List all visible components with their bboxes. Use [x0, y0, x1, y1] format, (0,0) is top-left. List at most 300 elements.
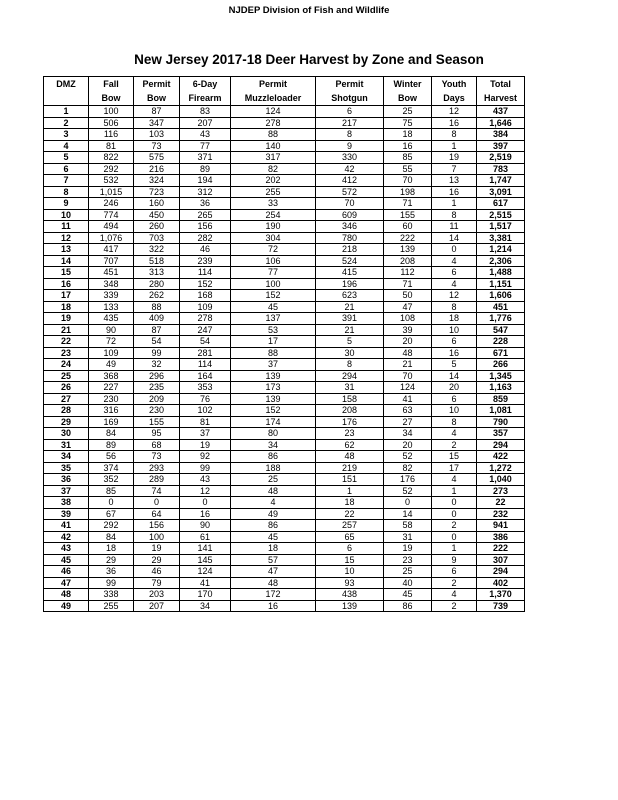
table-cell: 347	[134, 117, 180, 129]
table-cell: 0	[432, 508, 477, 520]
table-cell: 282	[180, 232, 231, 244]
table-cell: 84	[89, 428, 134, 440]
table-cell: 4	[432, 474, 477, 486]
dmz-cell: 12	[44, 232, 89, 244]
total-cell: 222	[477, 543, 525, 555]
table-cell: 450	[134, 209, 180, 221]
dmz-cell: 22	[44, 336, 89, 348]
table-cell: 368	[89, 370, 134, 382]
table-cell: 21	[316, 324, 384, 336]
total-cell: 273	[477, 485, 525, 497]
dmz-cell: 6	[44, 163, 89, 175]
table-cell: 100	[231, 278, 316, 290]
dmz-cell: 24	[44, 359, 89, 371]
table-cell: 506	[89, 117, 134, 129]
table-row	[44, 347, 525, 359]
table-cell: 116	[89, 129, 134, 141]
table-row	[44, 232, 525, 244]
table-cell: 14	[432, 232, 477, 244]
table-row	[44, 485, 525, 497]
table-row	[44, 359, 525, 371]
table-cell: 55	[384, 163, 432, 175]
table-cell: 139	[384, 244, 432, 256]
table-cell: 9	[432, 554, 477, 566]
column-header-line2: Firearm	[188, 93, 222, 103]
table-cell: 296	[134, 370, 180, 382]
table-cell: 80	[231, 428, 316, 440]
table-cell: 139	[231, 370, 316, 382]
table-cell: 532	[89, 175, 134, 187]
table-cell: 0	[432, 497, 477, 509]
total-cell: 617	[477, 198, 525, 210]
total-cell: 1,345	[477, 370, 525, 382]
table-cell: 774	[89, 209, 134, 221]
table-cell: 67	[89, 508, 134, 520]
table-cell: 61	[180, 531, 231, 543]
dmz-cell: 9	[44, 198, 89, 210]
table-cell: 90	[89, 324, 134, 336]
table-cell: 208	[384, 255, 432, 267]
total-cell: 941	[477, 520, 525, 532]
table-cell: 322	[134, 244, 180, 256]
table-row	[44, 531, 525, 543]
dmz-cell: 37	[44, 485, 89, 497]
table-cell: 31	[384, 531, 432, 543]
table-cell: 72	[231, 244, 316, 256]
table-cell: 58	[384, 520, 432, 532]
table-row	[44, 106, 525, 118]
table-cell: 41	[384, 393, 432, 405]
total-cell: 1,517	[477, 221, 525, 233]
dmz-cell: 35	[44, 462, 89, 474]
table-cell: 52	[384, 451, 432, 463]
dmz-cell: 39	[44, 508, 89, 520]
total-cell: 547	[477, 324, 525, 336]
total-cell: 1,040	[477, 474, 525, 486]
table-cell: 20	[384, 336, 432, 348]
dmz-cell: 25	[44, 370, 89, 382]
table-cell: 572	[316, 186, 384, 198]
dmz-cell: 28	[44, 405, 89, 417]
column-header-line1: Youth	[441, 79, 467, 89]
table-cell: 176	[384, 474, 432, 486]
total-cell: 3,381	[477, 232, 525, 244]
table-cell: 29	[89, 554, 134, 566]
table-cell: 260	[134, 221, 180, 233]
table-cell: 145	[180, 554, 231, 566]
table-cell: 330	[316, 152, 384, 164]
dmz-cell: 2	[44, 117, 89, 129]
table-cell: 86	[231, 520, 316, 532]
table-cell: 124	[180, 566, 231, 578]
table-row	[44, 543, 525, 555]
organization-name: NJDEP Division of Fish and Wildlife	[228, 5, 390, 16]
table-cell: 84	[89, 531, 134, 543]
table-cell: 18	[231, 543, 316, 555]
table-cell: 339	[89, 290, 134, 302]
total-cell: 1,081	[477, 405, 525, 417]
dmz-cell: 45	[44, 554, 89, 566]
table-cell: 8	[432, 129, 477, 141]
column-header-line2: Harvest	[483, 93, 518, 103]
total-cell: 437	[477, 106, 525, 118]
table-row	[44, 140, 525, 152]
column-header-line1: 6-Day	[192, 79, 218, 89]
dmz-cell: 17	[44, 290, 89, 302]
table-cell: 293	[134, 462, 180, 474]
table-cell: 114	[180, 267, 231, 279]
table-cell: 40	[384, 577, 432, 589]
table-cell: 54	[134, 336, 180, 348]
table-row	[44, 428, 525, 440]
table-body	[44, 106, 525, 612]
table-row	[44, 462, 525, 474]
table-cell: 85	[384, 152, 432, 164]
table-cell: 45	[231, 301, 316, 313]
total-cell: 1,646	[477, 117, 525, 129]
table-cell: 46	[180, 244, 231, 256]
dmz-cell: 29	[44, 416, 89, 428]
table-cell: 152	[231, 405, 316, 417]
table-cell: 222	[384, 232, 432, 244]
total-cell: 1,163	[477, 382, 525, 394]
table-cell: 83	[180, 106, 231, 118]
table-row	[44, 244, 525, 256]
total-cell: 790	[477, 416, 525, 428]
table-row	[44, 416, 525, 428]
table-cell: 227	[89, 382, 134, 394]
table-cell: 278	[231, 117, 316, 129]
dmz-cell: 34	[44, 451, 89, 463]
table-cell: 353	[180, 382, 231, 394]
table-row	[44, 278, 525, 290]
column-header	[384, 77, 432, 106]
dmz-cell: 11	[44, 221, 89, 233]
table-cell: 4	[432, 589, 477, 601]
table-cell: 217	[316, 117, 384, 129]
table-cell: 76	[180, 393, 231, 405]
table-cell: 77	[231, 267, 316, 279]
table-cell: 151	[316, 474, 384, 486]
dmz-cell: 23	[44, 347, 89, 359]
column-header	[316, 77, 384, 106]
table-cell: 10	[316, 566, 384, 578]
table-cell: 124	[231, 106, 316, 118]
table-cell: 281	[180, 347, 231, 359]
table-cell: 174	[231, 416, 316, 428]
total-cell: 422	[477, 451, 525, 463]
table-cell: 164	[180, 370, 231, 382]
table-cell: 292	[89, 163, 134, 175]
table-cell: 29	[134, 554, 180, 566]
table-cell: 609	[316, 209, 384, 221]
table-cell: 265	[180, 209, 231, 221]
table-row	[44, 175, 525, 187]
table-cell: 37	[180, 428, 231, 440]
table-cell: 12	[180, 485, 231, 497]
table-cell: 723	[134, 186, 180, 198]
total-cell: 3,091	[477, 186, 525, 198]
table-row	[44, 255, 525, 267]
table-cell: 1,015	[89, 186, 134, 198]
table-cell: 16	[432, 347, 477, 359]
table-cell: 575	[134, 152, 180, 164]
table-cell: 1	[432, 543, 477, 555]
table-cell: 338	[89, 589, 134, 601]
table-row	[44, 198, 525, 210]
dmz-cell: 21	[44, 324, 89, 336]
table-cell: 0	[134, 497, 180, 509]
table-cell: 27	[384, 416, 432, 428]
table-cell: 11	[432, 221, 477, 233]
table-cell: 63	[384, 405, 432, 417]
table-row	[44, 301, 525, 313]
table-cell: 172	[231, 589, 316, 601]
table-cell: 21	[384, 359, 432, 371]
table-cell: 304	[231, 232, 316, 244]
table-cell: 190	[231, 221, 316, 233]
table-cell: 169	[89, 416, 134, 428]
table-cell: 262	[134, 290, 180, 302]
table-cell: 49	[231, 508, 316, 520]
table-cell: 93	[316, 577, 384, 589]
table-cell: 16	[180, 508, 231, 520]
table-row	[44, 221, 525, 233]
table-cell: 23	[384, 554, 432, 566]
table-cell: 155	[134, 416, 180, 428]
table-cell: 34	[384, 428, 432, 440]
table-cell: 52	[384, 485, 432, 497]
total-cell: 2,515	[477, 209, 525, 221]
table-cell: 68	[134, 439, 180, 451]
table-cell: 25	[384, 106, 432, 118]
table-cell: 53	[231, 324, 316, 336]
dmz-cell: 16	[44, 278, 89, 290]
table-cell: 14	[432, 370, 477, 382]
table-cell: 1	[432, 485, 477, 497]
column-header-line1: Winter	[393, 79, 422, 89]
table-cell: 48	[231, 577, 316, 589]
table-cell: 194	[180, 175, 231, 187]
table-cell: 0	[89, 497, 134, 509]
table-cell: 20	[432, 382, 477, 394]
table-cell: 46	[134, 566, 180, 578]
table-row	[44, 313, 525, 325]
table-row	[44, 290, 525, 302]
column-header	[134, 77, 180, 106]
table-cell: 14	[384, 508, 432, 520]
table-cell: 102	[180, 405, 231, 417]
table-cell: 64	[134, 508, 180, 520]
table-row	[44, 209, 525, 221]
dmz-cell: 13	[44, 244, 89, 256]
table-cell: 371	[180, 152, 231, 164]
table-cell: 176	[316, 416, 384, 428]
table-cell: 34	[231, 439, 316, 451]
column-header-line1: Permit	[142, 79, 171, 89]
total-cell: 1,214	[477, 244, 525, 256]
table-cell: 41	[180, 577, 231, 589]
table-cell: 1	[316, 485, 384, 497]
table-row	[44, 152, 525, 164]
table-cell: 7	[432, 163, 477, 175]
table-cell: 6	[316, 543, 384, 555]
table-cell: 99	[89, 577, 134, 589]
total-cell: 294	[477, 566, 525, 578]
dmz-cell: 47	[44, 577, 89, 589]
dmz-cell: 14	[44, 255, 89, 267]
table-cell: 2	[432, 577, 477, 589]
table-cell: 207	[134, 600, 180, 612]
dmz-cell: 7	[44, 175, 89, 187]
dmz-cell: 49	[44, 600, 89, 612]
table-cell: 25	[384, 566, 432, 578]
table-cell: 71	[384, 278, 432, 290]
table-cell: 208	[316, 405, 384, 417]
column-header-line1: Total	[490, 79, 511, 89]
table-cell: 218	[316, 244, 384, 256]
column-header	[180, 77, 231, 106]
table-cell: 2	[432, 439, 477, 451]
table-cell: 518	[134, 255, 180, 267]
table-cell: 9	[316, 140, 384, 152]
dmz-cell: 18	[44, 301, 89, 313]
total-cell: 402	[477, 577, 525, 589]
table-cell: 62	[316, 439, 384, 451]
table-cell: 0	[432, 244, 477, 256]
table-row	[44, 451, 525, 463]
total-cell: 397	[477, 140, 525, 152]
table-cell: 19	[432, 152, 477, 164]
table-cell: 1	[432, 198, 477, 210]
table-cell: 152	[180, 278, 231, 290]
total-cell: 1,370	[477, 589, 525, 601]
table-cell: 82	[384, 462, 432, 474]
total-cell: 2,519	[477, 152, 525, 164]
table-cell: 34	[180, 600, 231, 612]
table-row	[44, 382, 525, 394]
table-cell: 140	[231, 140, 316, 152]
table-cell: 72	[89, 336, 134, 348]
table-cell: 4	[432, 278, 477, 290]
table-cell: 10	[432, 405, 477, 417]
dmz-cell: 3	[44, 129, 89, 141]
table-cell: 137	[231, 313, 316, 325]
dmz-cell: 8	[44, 186, 89, 198]
table-cell: 106	[231, 255, 316, 267]
table-cell: 158	[316, 393, 384, 405]
table-cell: 8	[316, 359, 384, 371]
table-cell: 1,076	[89, 232, 134, 244]
table-cell: 71	[384, 198, 432, 210]
dmz-cell: 43	[44, 543, 89, 555]
table-row	[44, 577, 525, 589]
table-cell: 108	[384, 313, 432, 325]
dmz-cell: 5	[44, 152, 89, 164]
table-cell: 82	[231, 163, 316, 175]
table-cell: 30	[316, 347, 384, 359]
table-cell: 255	[89, 600, 134, 612]
table-cell: 17	[231, 336, 316, 348]
table-cell: 316	[89, 405, 134, 417]
table-cell: 8	[432, 301, 477, 313]
table-row	[44, 129, 525, 141]
table-cell: 216	[134, 163, 180, 175]
table-cell: 156	[180, 221, 231, 233]
table-row	[44, 474, 525, 486]
table-cell: 100	[134, 531, 180, 543]
table-cell: 10	[432, 324, 477, 336]
total-cell: 1,151	[477, 278, 525, 290]
table-cell: 45	[231, 531, 316, 543]
table-row	[44, 589, 525, 601]
dmz-cell: 1	[44, 106, 89, 118]
table-cell: 435	[89, 313, 134, 325]
table-cell: 5	[432, 359, 477, 371]
table-cell: 822	[89, 152, 134, 164]
table-cell: 317	[231, 152, 316, 164]
table-cell: 6	[316, 106, 384, 118]
table-cell: 87	[134, 324, 180, 336]
table-cell: 348	[89, 278, 134, 290]
table-cell: 703	[134, 232, 180, 244]
table-cell: 60	[384, 221, 432, 233]
total-cell: 384	[477, 129, 525, 141]
total-cell: 783	[477, 163, 525, 175]
table-cell: 79	[134, 577, 180, 589]
table-cell: 780	[316, 232, 384, 244]
table-row	[44, 186, 525, 198]
table-row	[44, 267, 525, 279]
table-cell: 31	[316, 382, 384, 394]
table-cell: 1	[432, 140, 477, 152]
table-row	[44, 497, 525, 509]
table-row	[44, 566, 525, 578]
dmz-cell: 4	[44, 140, 89, 152]
table-cell: 4	[432, 255, 477, 267]
table-cell: 18	[89, 543, 134, 555]
header-row	[44, 77, 525, 106]
table-cell: 324	[134, 175, 180, 187]
dmz-cell: 41	[44, 520, 89, 532]
table-cell: 707	[89, 255, 134, 267]
total-cell: 1,488	[477, 267, 525, 279]
table-cell: 235	[134, 382, 180, 394]
dmz-cell: 42	[44, 531, 89, 543]
total-cell: 232	[477, 508, 525, 520]
table-cell: 18	[316, 497, 384, 509]
table-cell: 278	[180, 313, 231, 325]
deer-harvest-table	[43, 76, 525, 612]
table-cell: 6	[432, 393, 477, 405]
total-cell: 307	[477, 554, 525, 566]
table-cell: 16	[384, 140, 432, 152]
total-cell: 1,272	[477, 462, 525, 474]
table-cell: 88	[231, 347, 316, 359]
table-cell: 25	[231, 474, 316, 486]
table-cell: 12	[432, 290, 477, 302]
table-cell: 412	[316, 175, 384, 187]
column-header-line2: Bow	[101, 93, 121, 103]
table-cell: 207	[180, 117, 231, 129]
total-cell: 451	[477, 301, 525, 313]
table-cell: 43	[180, 474, 231, 486]
table-cell: 23	[316, 428, 384, 440]
total-cell: 294	[477, 439, 525, 451]
table-cell: 294	[316, 370, 384, 382]
column-header	[432, 77, 477, 106]
table-cell: 70	[384, 175, 432, 187]
